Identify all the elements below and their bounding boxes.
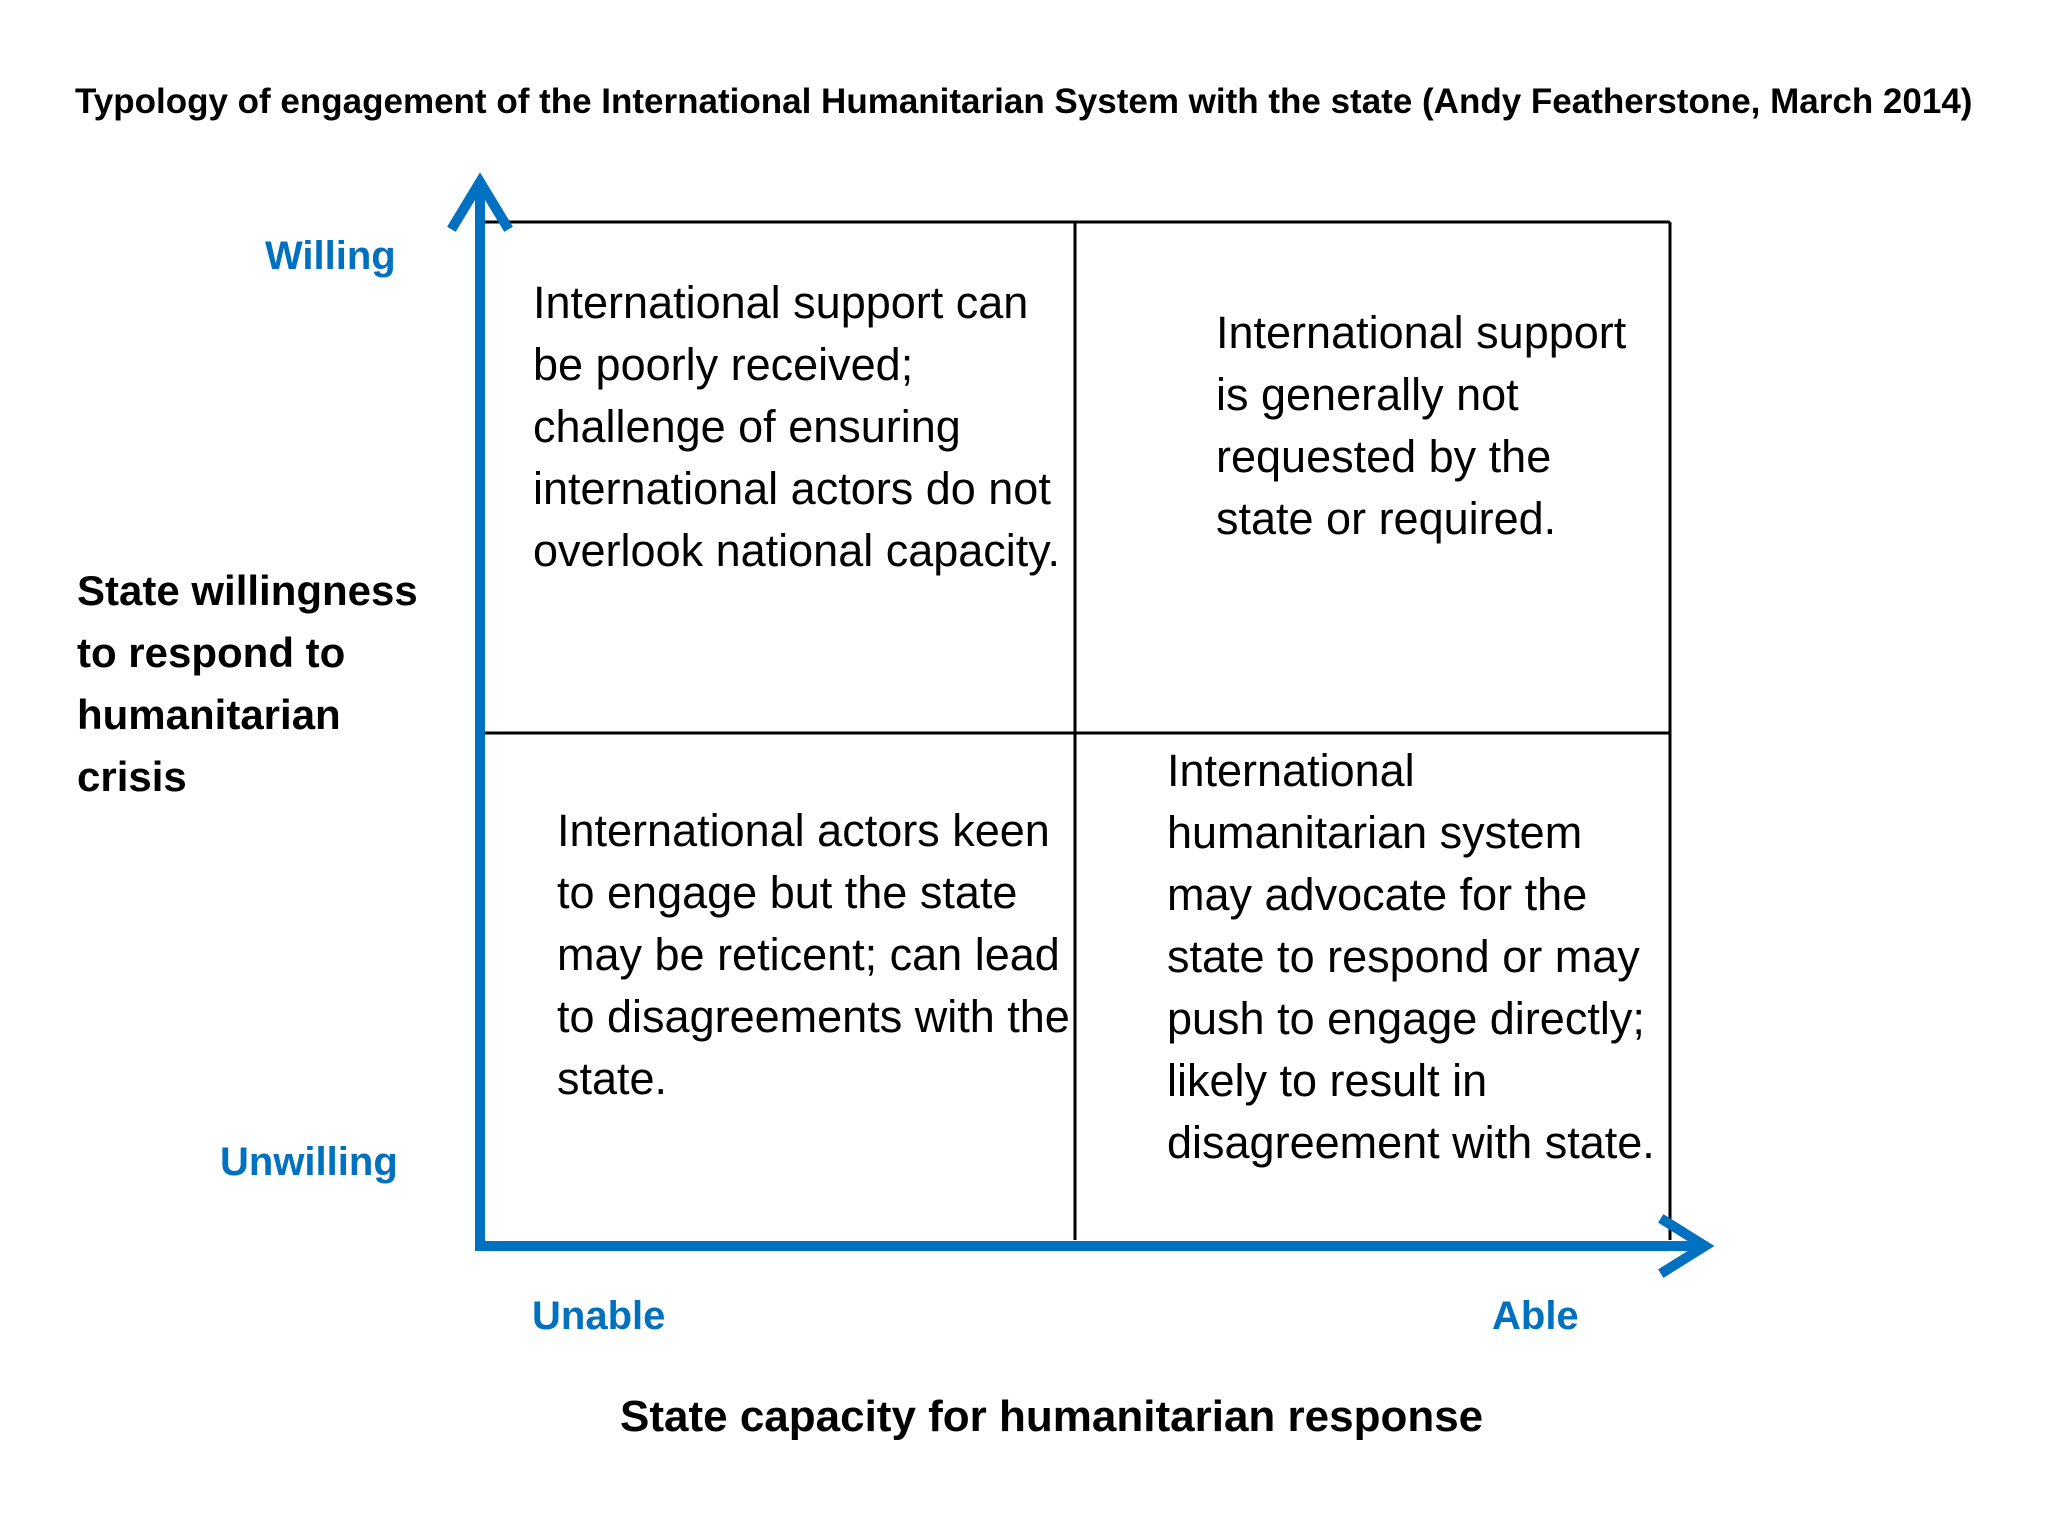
y-axis-title: State willingness to respond to humanitarian crisis xyxy=(77,567,418,800)
y-axis-high-label: Willing xyxy=(265,234,396,278)
quadrant-unwilling-unable: International actors keen to engage but the state may be reticent; can lead to disagreements with the state. xyxy=(557,805,1070,1104)
quadrant-willing-able: International support is generally not requested by the state or required. xyxy=(1216,307,1627,544)
y-axis-low-label: Unwilling xyxy=(220,1140,398,1184)
quadrant-unwilling-able: International humanitarian system may advocate for the state to respond or may push to engage directly; likely to result in disagreement with state. xyxy=(1167,745,1655,1168)
x-axis-high-label: Able xyxy=(1492,1294,1579,1338)
quadrant-willing-unable: International support can be poorly received; challenge of ensuring international actors do not overlook national capacity. xyxy=(533,277,1060,576)
x-axis-low-label: Unable xyxy=(532,1294,666,1338)
x-axis-title: State capacity for humanitarian response xyxy=(620,1392,1484,1441)
diagram-title: Typology of engagement of the International Humanitarian System with the state (Andy Featherstone, March 2014) xyxy=(75,82,1973,121)
